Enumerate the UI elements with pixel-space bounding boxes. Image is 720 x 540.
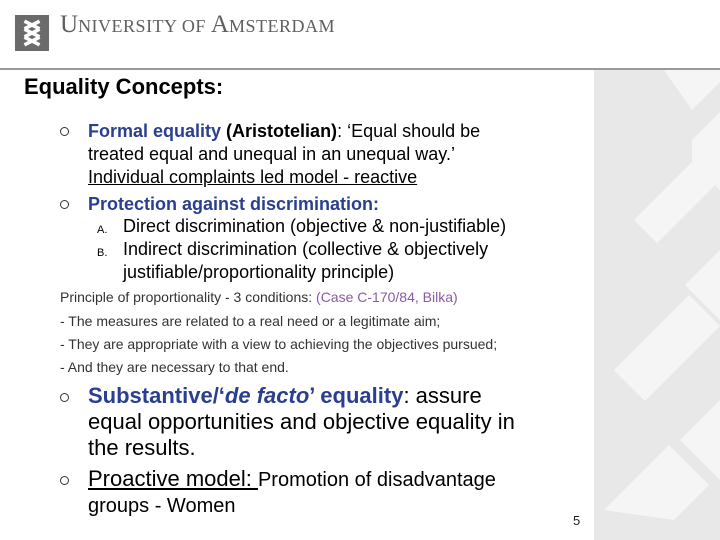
ring-bullet-icon (60, 127, 69, 136)
condition-1: - The measures are related to a real need or a legitimate aim; (60, 313, 441, 329)
ring-bullet-icon (60, 393, 69, 402)
case-reference: (Case C-170/84, Bilka) (316, 289, 458, 305)
protection-heading: Protection against discrimination: (88, 194, 380, 214)
slide-title: Equality Concepts: (24, 74, 224, 99)
aristotelian-term: (Aristotelian) (226, 121, 338, 141)
sub-item-indirect: B. Indirect discrimination (collective & objectively (97, 239, 489, 259)
condition-3: - And they are necessary to that end. (60, 359, 289, 375)
proactive-model-term: Proactive model: (88, 466, 258, 491)
bullet-text: Formal equality (Aristotelian): ‘Equal should be treated equal and unequal in an unequal way.’ Individual complaints led model - reactive (88, 121, 481, 187)
university-name: UNIVERSITY OF AMSTERDAM (60, 11, 335, 38)
sub-item-direct: A. Direct discrimination (objective & non-justifiable) (97, 216, 507, 236)
decorative-side-band (594, 70, 720, 540)
ring-bullet-icon (60, 200, 69, 209)
bullet-text: Proactive model: Promotion of disadvantage groups - Women (88, 466, 496, 517)
bullet-text: Substantive/‘de facto’ equality: assure equal opportunities and objective equality in the results. (88, 383, 515, 460)
ring-bullet-icon (60, 476, 69, 485)
condition-2: - They are appropriate with a view to achieving the objectives pursued; (60, 336, 498, 352)
university-logo (15, 15, 49, 51)
sub-item-indirect-cont: justifiable/proportionality principle) (123, 262, 395, 282)
formal-equality-term: Formal equality (88, 121, 222, 141)
page-number: 5 (573, 513, 581, 528)
proportionality-intro: Principle of proportionality - 3 conditions: (Case C-170/84, Bilka) (60, 289, 458, 305)
reactive-model-text: Individual complaints led model - reactive (88, 167, 418, 187)
